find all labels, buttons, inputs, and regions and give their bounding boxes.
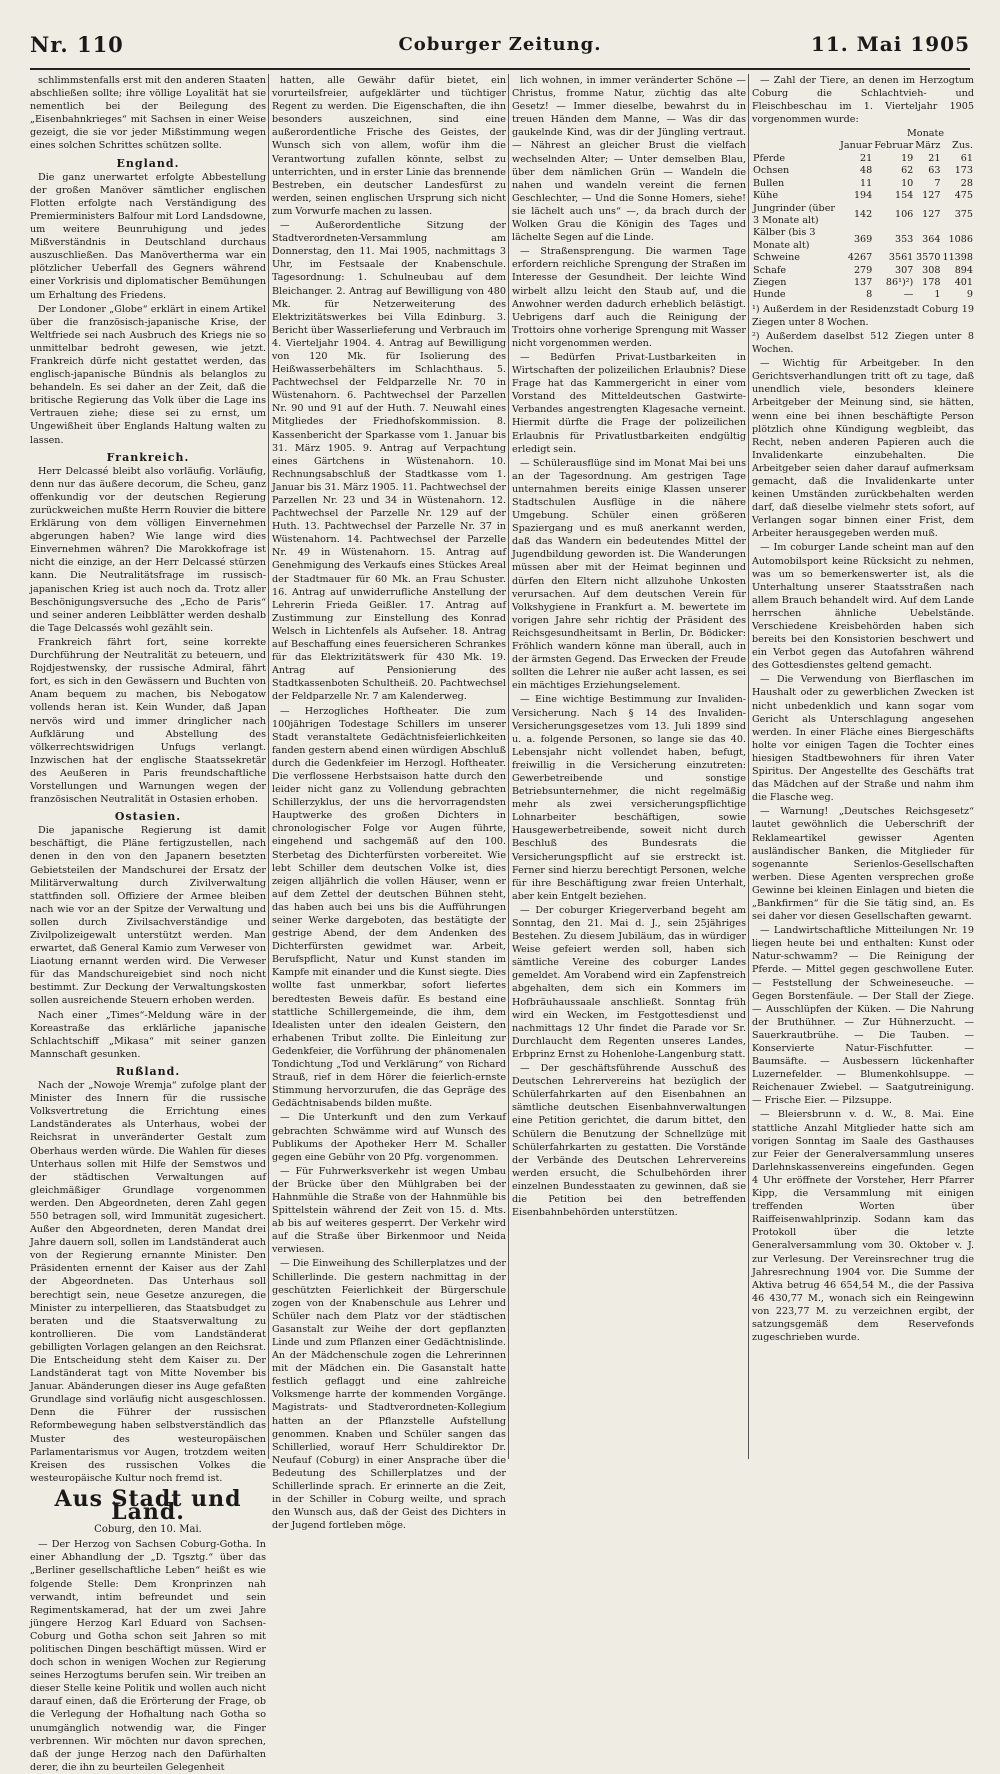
article-text: hatten, alle Gewähr dafür bietet, ein vorurteilsfreier, aufgeklärter und tüchtiger Regent zu werden. Die Eigenschaften, die ihn besonders auszeichnen, sind eine außerordentliche Frische des Geistes, der Wunsch sich von allem, wofür ihm die Verantwortung zufallen könnte, selbst zu unterrichten, und in erster Linie das brennende Bestreben, ein deutscher Landesfürst zu werden, seinen englischen Ursprung sich nicht zum Vorwurfe machen zu lassen. [272,75,506,217]
column-rule [748,74,749,1459]
article-text: — Zahl der Tiere, an denen im Herzogtum Coburg die Schlachtvieh- und Fleischbeschau im 1. Vierteljahr 1905 vorgenommen wurde: [752,75,974,126]
table-cell: Schweine [753,252,800,264]
article-text: — Für Fuhrwerksverkehr ist wegen Umbau der Brücke über den Mühlgraben bei der Hahnmühle die Straße von der Hahnmühle bis Spittelstein während der Zeit von 15. d. Mts. ab bis auf weiteres gesperrt. Der Verkehr wird auf die Straße über Birkenmoor und Neida verwiesen. [272,1165,506,1256]
column-2 [272,74,506,1532]
table-cell: Ziegen [753,276,787,288]
table-cell: 3561 [888,252,914,264]
article-text: — Die Einweihung des Schillerplatzes und der Schillerlinde. Die gestern nachmittag in der geschützten Feierlichkeit der Bürgerschule zogen von der Knabenschule aus Lehrer und Schüler nach dem Platz vor der städtischen Gasanstalt zur Weihe der dort gepflanzten Linde und zum Pflanzen einer Gedächtnislinde. An der Mädchenschule zogen die Lehrerinnen mit der Mädchen ein. Die Gasanstalt hatte festlich geflaggt und eine zahlreiche Volksmenge harrte der kommenden Vorgänge. Magistrats- und Stadtverordneten-Kollegium hatten an der Pflanzstelle Aufstellung genommen. Knaben und Schüler sangen das Schillerlied, worauf Herr Schuldirektor Dr. Neufauf (Coburg) in einer Ansprache über die Bedeutung des Schillerplatzes und der Schillerlinde sprach. Er erinnerte an die Zeit, in der Schiller in Coburg weilte, und sprach den Wunsch aus, daß der Geist des Dichters in der Jugend fortleben möge. [272,1258,506,1532]
article-text: — Wichtig für Arbeitgeber. In den Gerichtsverhandlungen tritt oft zu tage, daß unendlich viele, besonders kleinere Arbeitgeber der Meinung sind, sie hätten, wenn eine bei ihnen beschäftigte Person plötzlich ohne Kündigung wegbleibt, das Recht, neben anderen Papieren auch die Invalidenkarte einzubehalten. Die Arbeitgeber seien daher darauf aufmerksam gemacht, daß die Invalidenkarte unter keinen Umständen zurückbehalten werden darf, daß dieselbe vielmehr stets sofort, auf Verlangen sogar binnen einer Frist, dem Arbeiter herausgegeben werden muß. [752,358,974,540]
article-text: Nach einer „Times“-Meldung wäre in der Koreastraße das erklärliche japanische Schlachtschiff „Mikasa“ mit seiner ganzen Mannschaft gesunken. [30,1009,266,1060]
table-cell: Schafe [753,264,787,276]
table-row [752,289,974,301]
table-cell: 10 [901,177,914,189]
article-text: lich wohnen, in immer veränderter Schöne — Christus, fromme Natur, züchtig das alte Gesetz! — Immer dieselbe, bewahrst du in treuen Händen dem Manne, — Was dir das gaukelnde Kind, was dir der Jüngling vertraut. — Nährest an gleicher Brust die vielfach wechselnden Alter; — Unter demselben Blau, über dem nämlichen Grün — Wandeln die nahen und wandeln vereint die fernen Geschlechter, — Und die Sonne Homers, siehe! sie lächelt auch uns“ —, da brach durch der Wolken Grau die Königin des Tages und lächelte Segen auf die Linde. [512,75,746,244]
table-row [752,178,974,190]
article-text: — Der coburger Kriegerverband begeht am Sonntag, den 21. Mai d. J., sein 25jähriges Bestehen. Zu diesem Jubiläum, das in würdiger Weise gefeiert werden soll, haben sich sämtliche Vereine des coburger Landes gemeldet. Am Vorabend wird ein Zapfenstreich abgehalten, dem sich ein Kommers im Hofbräuhaussaale anschließt. Sonntag früh wird ein Wecken, im Festgottesdienst und nachmittags 12 Uhr findet die Parade vor Sr. Durchlaucht dem Regenten unseres Landes, Erbprinz Ernst zu Hohenlohe-Langenburg statt. [512,904,746,1060]
article-text: schlimmstenfalls erst mit den anderen Staaten abschließen sollte; ihre völlige Loyalität hat sie nementlich bei der Beilegung des „Eisenbahnkrieges“ mit Sachsen in einer Weise gezeigt, die sie vor jeder Mißstimmung wegen eines solchen Schrittes schützen sollte. [30,75,266,152]
article-text: — Straßensprengung. Die warmen Tage erfordern reichliche Sprengung der Straßen im Interesse der Gesundheit. Der leichte Wind wirbelt allzu leicht den Staub auf, und die Anwohner werden dadurch erheblich belästigt. Uebrigens darf auch die Reinigung der Trottoirs ohne vorherige Sprengung mit Wasser nicht vorgenommen werden. [512,246,746,349]
table-cell: 137 [853,276,873,288]
column-3 [512,74,746,1459]
table-cell: Jungrinder (über 3 Monate alt) [753,202,835,226]
article-text: — Warnung! „Deutsches Reichsgesetz“ lautet gewöhnlich die Ueberschrift der Reklameartikel gewisser Agenten ausländischer Banken, die Mitglieder für sogenannte Serienlos-Gesellschaften werben. Diese Agenten versprechen große Gewinne bei kleinen Einlagen und bieten die „Bankfirmen“ für die Sie tätig sind, an. Es sei daher vor diesen Gesellschaften gewarnt. [752,806,974,923]
table-cell: 21 [928,152,941,164]
table-caption: Monate [906,128,944,140]
table-cell: 28 [960,177,973,189]
table-cell: 9 [966,289,973,301]
table-cell: 178 [922,276,941,288]
table-cell: 142 [853,208,873,220]
article-text: — Schülerausflüge sind im Monat Mai bei uns an der Tagesordnung. Am gestrigen Tage unternahmen bereits einige Klassen unserer Stadtschulen Ausflüge in die nähere Umgebung. Schüler einen größeren Spaziergang und es muß anerkannt werden, daß das Wandern ein bedeutendes Mittel der Jugendbildung geworden ist. Die Wanderungen müssen aber mit der Heimat beginnen und dürfen den Eltern nicht allzuhohe Unkosten verursachen. Auf dem deutschen Verein für Volkshygiene in Frankfurt a. M. bewertete im vorigen Jahre sehr richtig der Präsident des Reichsgesundheitsamt in Berlin, Dr. Bödicker: Fröhlich wandern könne man überall, auch in der ärmsten Gegend. Das Erwecken der Freude sollten die Lehrer nie außer acht lassen, es sei ein mächtiges Erziehungselement. [512,457,746,692]
table-cell: Pferde [753,152,786,164]
table-row [752,153,974,165]
article-text: Herr Delcassé bleibt also vorläufig. Vorläufig, denn nur das äußere decorum, die Scheu, ganz offenkundig vor der deutschen Regierung zurückweichen mußte Herrn Rouvier die bittere Erklärung von dem völligen Einvernehmen abgerungen haben? Wie lange wird dies Einvernehmen währen? Die Marokkofrage ist nicht die einzige, an der Herr Delcassé stürzen kann. Die Neutralitätsfrage im russisch-japanischen Krieg ist auch noch da. Trotz aller Beschönigungsversuche des „Echo de Paris“ und seiner anderen Leibblätter werden deshalb die Tage Delcassés wohl gezählt sein. [30,465,266,634]
table-row [752,277,974,289]
masthead [30,28,970,70]
table-cell: 7 [934,177,941,189]
table-row [752,190,974,202]
table-cell: 364 [922,233,941,245]
issue-number: Nr. 110 [30,32,124,57]
table-cell: 308 [922,264,941,276]
article-text: — Landwirtschaftliche Mitteilungen Nr. 19 liegen heute bei und enthalten: Kunst oder Natur-schwamm? — Die Reinigung der Pferde. — Mittel gegen geschwollene Euter. — Feststellung der Schweineseuche. — Gegen Borstenfäule. — Der Stall der Ziege. — Ausschlüpfen der Küken. — Die Nahrung der Bruthühner. — Zur Hühnerzucht. — Sauerkrautbrühe. — Die Tauben. — Konservierte Natur-Fischfutter. — Baumsäfte. — Ausbessern lückenhafter Luzernefelder. — Blumenkohlsuppe. — Reichenauer Zwiebel. — Saatgutreinigung. — Frische Eier. — Pilzsuppe. [752,925,974,1107]
section-heading: Rußland. [115,1064,181,1078]
table-cell: Kühe [753,190,778,202]
table-cell: 173 [954,165,973,177]
table-cell: — [903,289,914,301]
table-cell: Kälber (bis 3 Monate alt) [753,227,816,251]
table-header: Januar [840,140,873,152]
table-cell: 194 [853,190,873,202]
table-cell: Ochsen [753,165,790,177]
article-text: Die japanische Regierung ist damit beschäftigt, die Pläne fertigzustellen, nach denen in den von den Japanern besetzten Gebietsteilen der Mandschurei der Ersatz der Militärverwaltung durch Zivilverwaltung stattfinden soll. Offiziere der Armee bleiben nach wie vor an der Spitze der Verwaltung und sollen durch Zivilsachverständige und Zivilpolizeigewalt unterstützt werden. Man erwartet, daß General Kamio zum Verweser von Liaotung ernannt werden wird. Die Verweser für das Mandschureigebiet sind noch nicht bestimmt. Zur Deckung der Verwaltungskosten sollen ausreichende Steuern erhoben werden. [30,825,266,1007]
article-text: Der Londoner „Globe“ erklärt in einem Artikel über die französisch-japanische Krise, der Weltfriede sei nach Ausbruch des Kriegs nie so unmittelbar bedroht gewesen, wie jetzt. Frankreich dürfe nicht gestattet werden, das englisch-japanische Bündnis als belanglos zu behandeln. Es sei daher an der Zeit, daß die britische Regierung das Volk über die Lage ins Vertrauen ziehe; diese sei zu ernst, um Ungewißheit über Englands Haltung walten zu lassen. [30,303,266,446]
table-cell: 62 [901,165,914,177]
table-cell: 279 [853,264,873,276]
table-cell: 401 [954,276,973,288]
article-text: — Die Verwendung von Bierflaschen im Haushalt oder zu gewerblichen Zwecken ist nicht unbedenklich und kann sogar vom Gericht als Unterschlagung angesehen werden. In einer Fläche eines Biergeschäfts holte vor einigen Tagen die Tochter eines hiesigen Stadtbewohners für ihren Vater Spiritus. Der Angestellte des Geschäfts trat das Mädchen auf der Straße und nahm ihm die Flasche weg. [752,674,974,804]
table-cell: 375 [954,208,973,220]
table-cell: 86¹)²) [885,276,914,288]
table-row [752,265,974,277]
footnote: ¹) Außerdem in der Residenzstadt Coburg 19 Ziegen unter 8 Wochen. [752,303,974,328]
table-row [752,252,974,264]
article-text: — Herzogliches Hoftheater. Die zum 100jährigen Todestage Schillers im unserer Stadt veranstaltete Gedächtnisfeierlichkeiten fanden gestern abend einen würdigen Abschluß durch die Gedenkfeier im Herzogl. Hoftheater. Die verflossene Herbstsaison hatte durch den leider nicht ganz zu Vollendung gebrachten Schillerzyklus, der uns die hervorragendsten Hauptwerke des großen Dichters in chronologischer Folge vor Augen führte, eingehend und sachgemäß auf den 100. Sterbetag des Dichterfürsten vorbereitet. Wie lebt Schiller dem deutschen Volke ist, dies zeigen alljährlich die vollen Häuser, wenn er auf dem Zettel der deutschen Bühnen steht, das haben auch bei uns bis die Aufführungen seiner Werke dargeboten, das bestätigte der gestrige Abend, der dem Andenken des Dichterfürsten gewidmet war. Arbeit, Berufspflicht, Natur und Kunst standen im Kampfe mit einander und die Kunst siegte. Dies wollte fast unmerkbar, sofort liefertes beredtesten Beweis dafür. Es bestand eine stattliche Schillergemeinde, die ihm, dem Idealisten unter den idealen Geistern, den erhabenen Tribut zollte. Die Einleitung zur Gedenkfeier, die Vorführung der phänomenalen Tondichtung „Tod und Verklärung“ von Richard Strauß, rief in dem Hörer die feierlich-ernste Stimmung hervorzurufen, die das Gepräge des Gedächtnisabends bilden mußte. [272,705,506,1110]
table-cell: 21 [860,152,873,164]
table-header: Zus. [952,140,973,152]
article-text: Frankreich fährt fort, seine korrekte Durchführung der Neutralität zu beteuern, und Rojdjestwensky, der russische Admiral, fährt fort, es sich in den Gewässern und Buchten von Anam bequem zu machen, bis Nebogatow vollends heran ist. Kein Wunder, daß Japan nervös wird und immer dringlicher nach Aufklärung und Abstellung des völkerrechtswidrigen Unfugs verlangt. Inzwischen hat der englische Staatssekretär des Aeußeren in Paris freundschaftliche Vorstellungen und Warnungen wegen der französischen Neutralität in Ostasien erhoben. [30,636,266,806]
table-row [752,227,974,252]
article-text: — Im coburger Lande scheint man auf den Automobilsport keine Rücksicht zu nehmen, was um so bemerkenswerter ist, als die Unterhaltung unserer Staatsstraßen nach allem Brauch behandelt wird. Auf dem Lande herrschen ähnliche Uebelstände. Verschiedene Kreisbehörden haben sich bereits bei den Konsistorien beschwert und ein Verbot gegen das Autofahren während des Gottesdienstes geltend gemacht. [752,542,974,672]
table-cell: 475 [954,190,973,202]
table-cell: 48 [860,165,873,177]
table-cell: 19 [901,152,914,164]
article-text: — Eine wichtige Bestimmung zur Invaliden-Versicherung. Nach § 14 des Invaliden-Versicherungsgesetzes vom 13. Juli 1899 sind u. a. folgende Personen, so lange sie das 40. Lebensjahr nicht vollendet haben, befugt, freiwillig in die Versicherung einzutreten: Gewerbetreibende und sonstige Betriebsunternehmer, die nicht regelmäßig mehr als zwei versicherungspflichtige Lohnarbeiter beschäftigen, sowie Hausgewerbetreibende, soweit nicht durch Beschluß des Bundesrats die Versicherungspflicht auf sie erstreckt ist. Ferner sind hierzu berechtigt Personen, welche für ihre Beschäftigung zwar freien Unterhalt, aber kein Entgelt beziehen. [512,694,746,902]
table-cell: 11 [860,177,873,189]
table-row [752,203,974,228]
table-cell: 11398 [942,252,973,264]
footnote: ²) Außerdem daselbst 512 Ziegen unter 8 Wochen. [752,330,974,356]
table-cell: Hunde [753,289,786,301]
section-heading: Frankreich. [106,450,190,464]
table-cell: 1086 [948,233,973,245]
table-cell: 3570 [916,252,941,264]
table-cell: 127 [922,190,941,202]
section-heading: England. [116,156,180,170]
table-cell: 4267 [847,252,873,264]
table-header: Februar [874,140,914,152]
article-text: — Außerordentliche Sitzung der Stadtverordneten-Versammlung am Donnerstag, den 11. Mai 1905, nachmittags 3 Uhr, im Festsaale der Knabenschule. Tagesordnung: 1. Schulneubau auf dem Bleichanger. 2. Antrag auf Bewilligung von 480 Mk. für Netzerweiterung des Elektrizitätswerkes bei Villa Edinburg. 3. Bericht über Wasserlieferung und Verbrauch im 4. Vierteljahr 1904. 4. Antrag auf Bewilligung von 120 Mk. für Isolierung des Heißwasserbehälters im Schlachthaus. 5. Pachtwechsel der Feldparzelle Nr. 70 in Wüstenahorn. 6. Pachtwechsel der Parzellen Nr. 90 und 91 auf der Huth. 7. Neuwahl eines Mitgliedes der Friedhofskommission. 8. Kassenbericht der Sparkasse vom 1. Januar bis 31. März 1905. 9. Antrag auf Verpachtung eines Gärtchens in Wüstenahorn. 10. Rechnungsabschluß der Stadtkasse vom 1. Januar bis 31. März 1905. 11. Pachtwechsel der Parzellen Nr. 23 und 34 in Wüstenahorn. 12. Pachtwechsel der Parzelle Nr. 129 auf der Huth. 13. Pachtwechsel der Parzelle Nr. 37 in Wüstenahorn. 14. Pachtwechsel der Parzelle Nr. 49 in Wüstenahorn. 15. Antrag auf Genehmigung des Verkaufs eines Stückes Areal der Stadtmauer für 60 Mk. an Frau Schuster. 16. Antrag auf unwiderrufliche Anstellung der Lehrerin Frieda Geißler. 17. Antrag auf Zustimmung zur Einstellung des Konrad Welsch in Lichtenfels als Aufseher. 18. Antrag auf Beschaffung eines feuersicheren Schrankes für das Elektrizitätswerk für 430 Mk. 19. Antrag auf Pensionierung des Stadtkassenboten Schultheiß. 20. Pachtwechsel der Feldparzelle Nr. 7 am Kalenderweg. [272,220,506,703]
column-4 [752,74,974,1459]
article-text: — Bedürfen Privat-Lustbarkeiten in Wirtschaften der polizeilichen Erlaubnis? Diese Frage hat das Kammergericht in einer vom Vorstand des Mitteldeutschen Gastwirte-Verbandes angestrengten Klagesache verneint. Hiermit dürfte die Frage der polizeilichen Erlaubnis für Privatlustbarkeiten endgültig erledigt sein. [512,351,746,455]
table-header-row [752,140,974,152]
column-rule [508,74,509,1459]
section-heading: Ostasien. [114,810,182,824]
table-header: März [915,140,941,152]
table-cell: 106 [894,208,914,220]
dateline: Coburg, den 10. Mai. [94,1524,202,1536]
column-1 [30,74,266,1773]
table-cell: 61 [960,152,973,164]
table-cell: 154 [894,190,914,202]
table-cell: 63 [928,165,941,177]
article-text: Nach der „Nowoje Wremja“ zufolge plant der Minister des Innern für die russische Volksvertretung die Errichtung eines Landständerates als Unterhaus, wobei der Reichsrat in unveränderter Gestalt zum Oberhaus werden würde. Die Wahlen für dieses Unterhaus sollen mit Hilfe der Semstwos und der städtischen Verwaltungen auf gleichmäßiger Grundlage vorgenommen werden. Den Abgeordneten, deren Zahl gegen 550 betragen soll, wird Immunität zugesichert. Außer den Abgeordneten, deren Mandat drei Jahre dauern soll, sollen im Landständerat auch von der Regierung ernannte Minister. Den Präsidenten ernennt der Kaiser aus der Zahl der Abgeordneten. Das Unterhaus soll berechtigt sein, neue Gesetze anzuregen, die Minister zu interpellieren, das Staatsbudget zu beraten und die Staatsverwaltung zu kontrollieren. Die vom Landständerat gebilligten Vorlagen gelangen an den Reichsrat. Die Entscheidung steht dem Kaiser zu. Der Landständerat tagt von Mitte November bis Januar. Abänderungen dieser ins Auge gefaßten Grundlage sind vorläufig nicht ausgeschlossen. Denn die Führer der russischen Reformbewegung haben selbstverständlich das Muster des westeuropäischen Parlamentarismus vor Augen, trotzdem weiten Kreisen des russischen Volkes die westeuropäische Kultur noch fremd ist. [30,1080,266,1484]
article-text: Die ganz unerwartet erfolgte Abbestellung der großen Manöver sämtlicher englischen Flotten erfolgte nach Verständigung des Premierministers Balfour mit Lord Landsdowne, um weitere Beunruhigung und jedes Mißverständnis in Deutschland durchaus auszuschließen. Das Manövertherma war ein plötzlicher Ueberfall des Gegners während einer Vorkrisis und diplomatischer Bemühungen um Erhaltung des Friedens. [30,171,266,301]
local-news-heading: Aus Stadt und Land. [54,1485,242,1526]
table-row [752,165,974,177]
table-cell: 307 [894,264,914,276]
newspaper-title: Coburger Zeitung. [398,34,602,55]
article-text: — Bleiersbrunn v. d. W., 8. Mai. Eine stattliche Anzahl Mitglieder hatte sich am vorigen Sonntag im Saale des Gasthauses zur Feier der Generalversammlung unseres Darlehnskassenvereins eingefunden. Gegen 4 Uhr eröffnete der Vorsteher, Herr Pfarrer Kipp, die Versammlung mit einigen treffenden Worten über Raiffeisenwahlprinzip. Sodann kam das Protokoll über die letzte Generalversammlung vom 30. Oktober v. J. zur Verlesung. Der Vereinsrechner trug die Jahresrechnung 1904 vor. Die Summe der Aktiva betrug 46 654,54 M., die der Passiva 46 430,77 M., wonach sich ein Reingewinn von 223,77 M. zu verzeichnen ergibt, der satzungsgemäß dem Reservefonds zugeschrieben wurde. [752,1109,974,1344]
table-cell: 127 [922,208,941,220]
table-cell: 894 [954,264,973,276]
table-cell: 8 [866,289,873,301]
table-cell: 369 [853,233,873,245]
table-header [752,140,839,152]
column-rule [268,74,269,1459]
table-cell: Bullen [753,177,785,189]
table-cell: 353 [894,233,914,245]
article-text: — Der Herzog von Sachsen Coburg-Gotha. In einer Abhandlung der „D. Tgsztg.“ über das „Berliner gesellschaftliche Leben“ heißt es wie folgende Stelle: Dem Kronprinzen nah verwandt, intim befreundet und sein Regimentskamerad, hat der um zwei Jahre jüngere Herzog Karl Eduard von Sachsen-Coburg und Gotha schon seit Jahren so mit politischen Dingen beschäftigt müssen. Wird er doch schon in wenigen Wochen zur Regierung seines Herzogtums berufen sein. Wir treiben an dieser Stelle keine Politik und wollen auch nicht darauf einen, daß die Erörterung der Frage, ob die Verlegung der Hofhaltung nach Gotha so unumgänglich notwendig war, die Finger verbrennen. Wir möchten nur davon sprechen, daß der junge Herzog nach den Dafürhalten derer, die ihn zu beurteilen Gelegenheit [30,1539,266,1773]
article-text: — Der geschäftsführende Ausschuß des Deutschen Lehrervereins hat bezüglich der Schülerfahrkarten auf den Eisenbahnen an sämtliche deutschen Eisenbahnverwaltungen eine Petition gerichtet, die darum bittet, den Schülern die Benutzung der Schnellzüge mit Schülerfahrkarten zu gestatten. Die Vorstände der Verbände des Deutschen Lehrervereins werden ersucht, die Schulbehörden ihrer einzelnen Bundesstaaten zu gewinnen, daß sie die Petition bei den betreffenden Eisenbahnbehörden unterstützen. [512,1063,746,1219]
article-text: — Die Unterkunft und den zum Verkauf gebrachten Schwämme wird auf Wunsch des Publikums der Apotheker Herr M. Schaller gegen eine Gebühr von 20 Pfg. vorgenommen. [272,1112,506,1163]
issue-date: 11. Mai 1905 [810,32,970,56]
livestock-table [752,140,974,301]
table-cell: 1 [934,289,941,301]
